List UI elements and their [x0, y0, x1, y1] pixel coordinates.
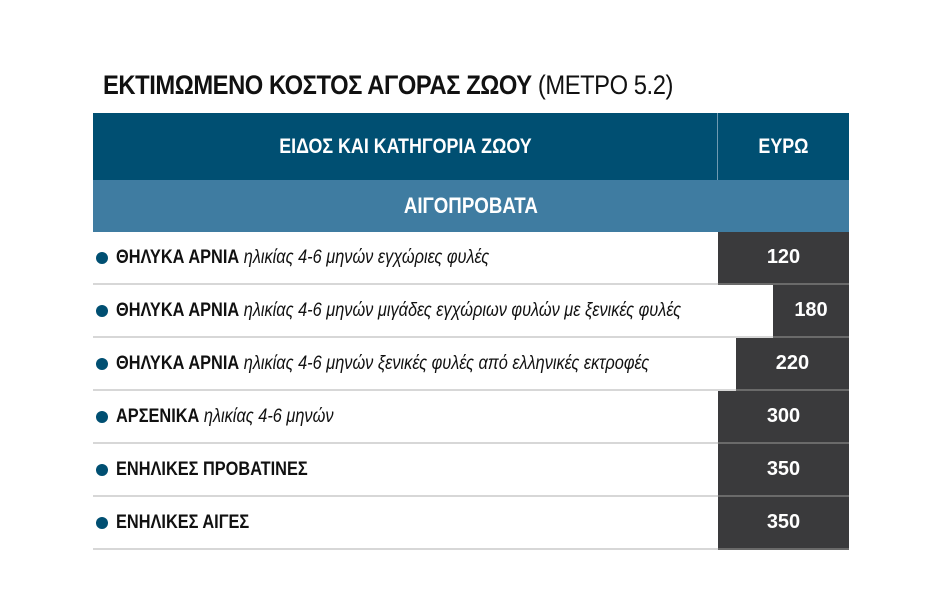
cost-table: [93, 113, 849, 550]
table-row: ΘΗΛΥΚΑ ΑΡΝΙΑ ηλικίας 4-6 μηνών μιγάδες εγχώριων φυλών με ξενικές φυλές 180: [93, 285, 849, 338]
page-title: [103, 70, 673, 101]
bullet-icon: [96, 464, 108, 476]
value-cell: 300: [718, 391, 849, 444]
value-cell: 120: [718, 232, 849, 285]
table-row: ΘΗΛΥΚΑ ΑΡΝΙΑ ηλικίας 4-6 μηνών εγχώριες φυλές 120: [93, 232, 849, 285]
bullet-icon: [96, 305, 108, 317]
bullet-icon: [96, 411, 108, 423]
value-cell: 180: [773, 285, 849, 338]
table-row: ΘΗΛΥΚΑ ΑΡΝΙΑ ηλικίας 4-6 μηνών ξενικές φυλές από ελληνικές εκτροφές 220: [93, 338, 849, 391]
value-cell: 350: [718, 497, 849, 550]
value-cell: 350: [718, 444, 849, 497]
section-header: ΑΙΓΟΠΡΟΒΑΤΑ: [93, 180, 849, 232]
bullet-icon: [96, 358, 108, 370]
table-row: ΑΡΣΕΝΙΚΑ ηλικίας 4-6 μηνών 300: [93, 391, 849, 444]
title-subtitle: (ΜΕΤΡΟ 5.2): [537, 70, 673, 100]
bullet-icon: [96, 517, 108, 529]
bullet-icon: [96, 252, 108, 264]
title-main: ΕΚΤΙΜΩΜΕΝΟ ΚΟΣΤΟΣ ΑΓΟΡΑΣ ΖΩΟΥ: [103, 70, 532, 100]
value-cell: 220: [736, 338, 849, 391]
table-row: ΕΝΗΛΙΚΕΣ ΠΡΟΒΑΤΙΝΕΣ 350: [93, 444, 849, 497]
table-row: ΕΝΗΛΙΚΕΣ ΑΙΓΕΣ 350: [93, 497, 849, 550]
header-euro: ΕΥΡΩ: [758, 134, 809, 158]
header-category: ΕΙΔΟΣ ΚΑΙ ΚΑΤΗΓΟΡΙΑ ΖΩΟΥ: [93, 113, 718, 180]
table-header: [93, 113, 849, 180]
